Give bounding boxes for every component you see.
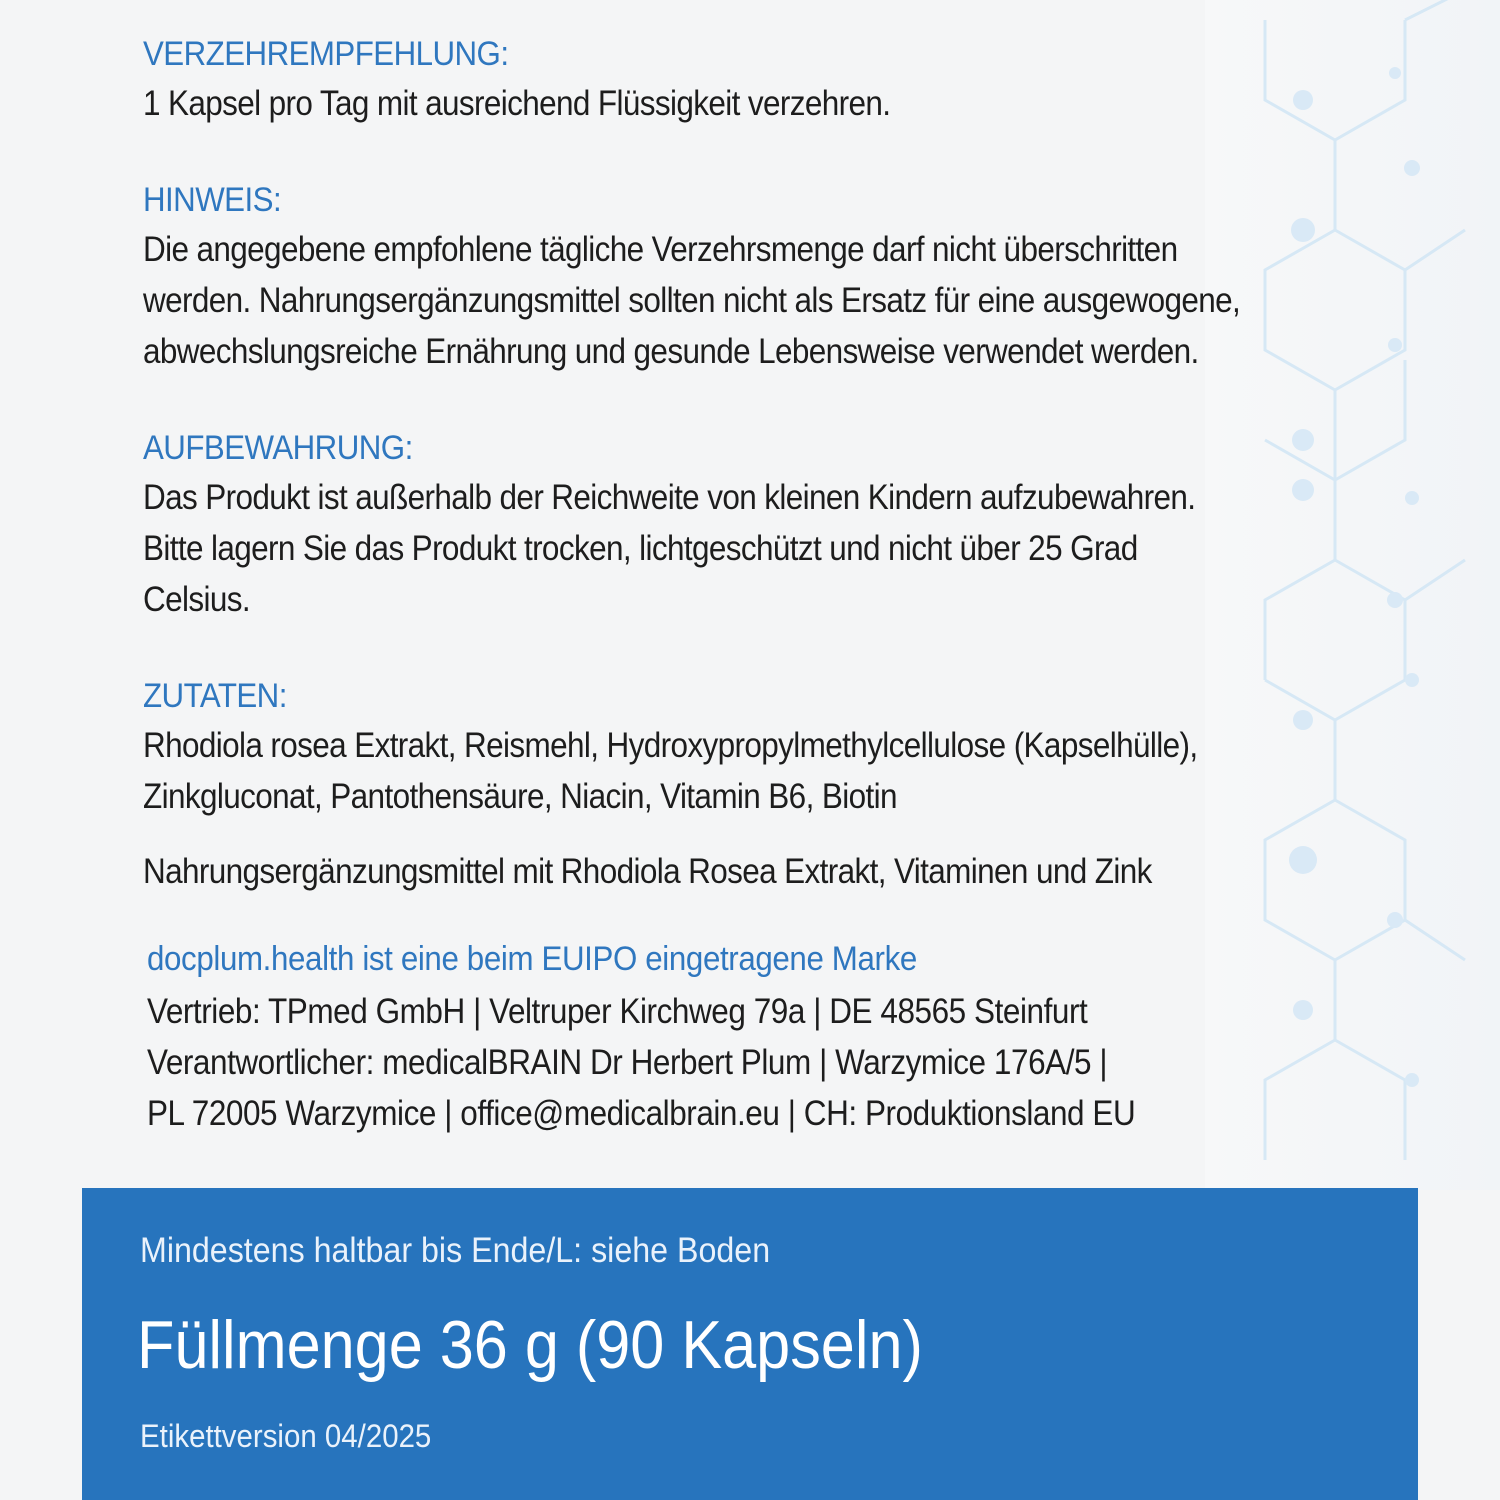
section-heading: AUFBEWAHRUNG: xyxy=(143,429,413,467)
label-content xyxy=(143,30,1433,1139)
section-body xyxy=(143,720,1394,822)
section-body xyxy=(143,78,1394,129)
fill-amount-text: Füllmenge 36 g (90 Kapseln) xyxy=(137,1307,923,1383)
section-ingredients xyxy=(143,672,1433,822)
body-line: abwechslungsreiche Ernährung und gesunde Lebensweise verwendet werden. xyxy=(143,332,1199,371)
body-line: Das Produkt ist außerhalb der Reichweite von kleinen Kindern aufzubewahren. xyxy=(143,478,1196,517)
section-consumption-recommendation xyxy=(143,30,1433,129)
distributor-line: Verantwortlicher: medicalBRAIN Dr Herbert Plum | Warzymice 176A/5 | xyxy=(147,1043,1108,1082)
product-description: Nahrungsergänzungsmittel mit Rhodiola Rosea Extrakt, Vitaminen und Zink xyxy=(143,852,1152,891)
body-line: Rhodiola rosea Extrakt, Reismehl, Hydroxypropylmethylcellulose (Kapselhülle), xyxy=(143,726,1198,765)
label-version-text: Etikettversion 04/2025 xyxy=(140,1418,432,1454)
section-body xyxy=(143,224,1394,377)
fill-amount-banner xyxy=(82,1188,1418,1500)
distributor-line: Vertrieb: TPmed GmbH | Veltruper Kirchweg 79a | DE 48565 Steinfurt xyxy=(147,992,1088,1031)
body-line: Bitte lagern Sie das Produkt trocken, lichtgeschützt und nicht über 25 Grad xyxy=(143,529,1138,568)
brand-trademark-note: docplum.health ist eine beim EUIPO eingetragene Marke xyxy=(147,940,917,978)
section-storage xyxy=(143,424,1433,625)
section-notice xyxy=(143,176,1433,377)
section-body xyxy=(143,472,1394,625)
body-line: 1 Kapsel pro Tag mit ausreichend Flüssigkeit verzehren. xyxy=(143,84,891,123)
section-heading: ZUTATEN: xyxy=(143,677,287,715)
body-line: Die angegebene empfohlene tägliche Verzehrsmenge darf nicht überschritten xyxy=(143,230,1178,269)
body-line: Celsius. xyxy=(143,580,251,619)
section-heading: HINWEIS: xyxy=(143,181,282,219)
section-heading: VERZEHREMPFEHLUNG: xyxy=(143,35,509,73)
distributor-line: PL 72005 Warzymice | office@medicalbrain.eu | CH: Produktionsland EU xyxy=(147,1094,1136,1133)
body-line: Zinkgluconat, Pantothensäure, Niacin, Vitamin B6, Biotin xyxy=(143,777,897,816)
best-before-text: Mindestens haltbar bis Ende/L: siehe Boden xyxy=(140,1231,771,1270)
distributor-info xyxy=(147,986,1304,1139)
body-line: werden. Nahrungsergänzungsmittel sollten nicht als Ersatz für eine ausgewogene, xyxy=(143,281,1241,320)
